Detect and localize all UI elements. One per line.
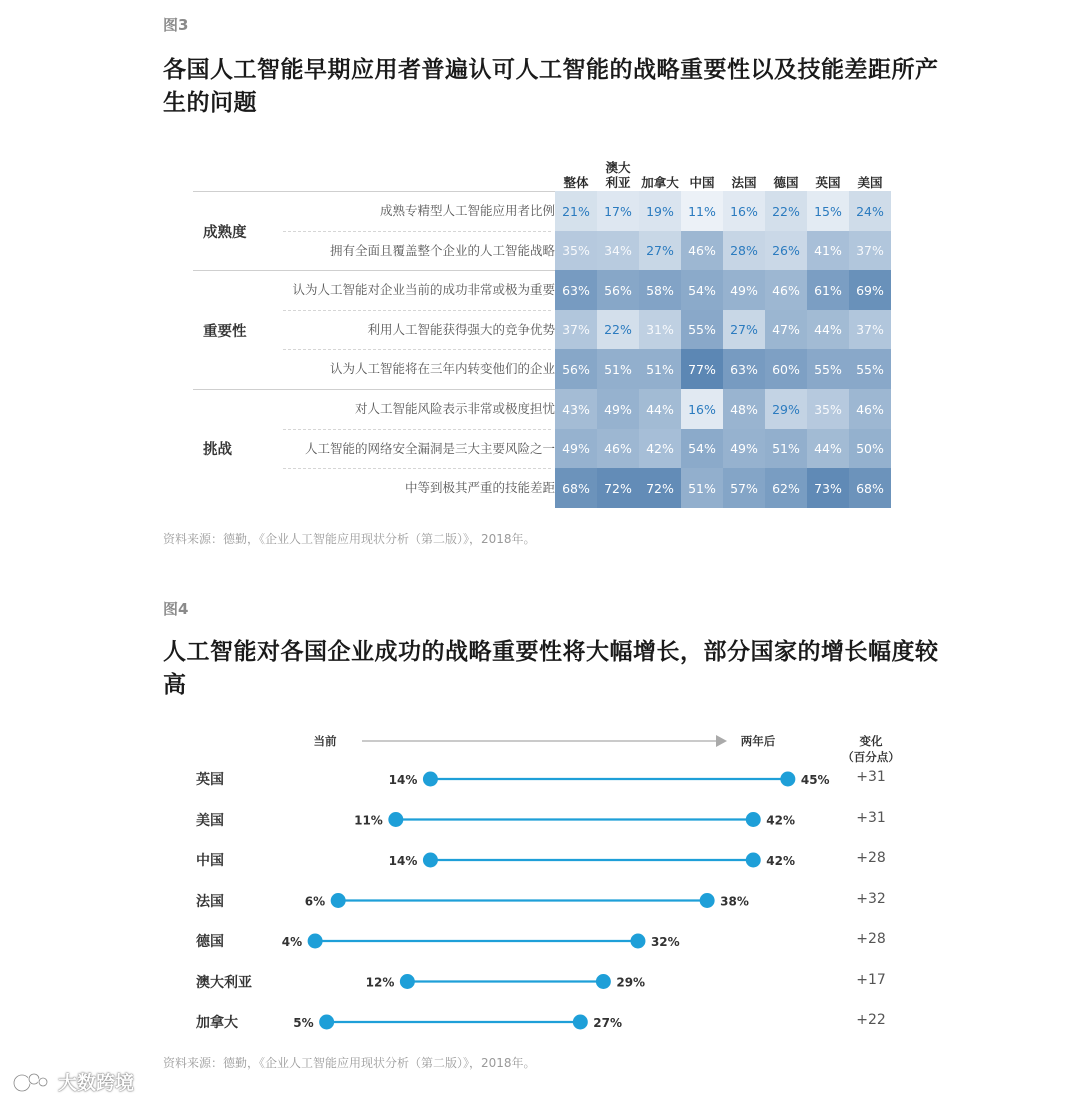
- heatmap-cell: 62%: [765, 468, 807, 508]
- heatmap-cell: 57%: [723, 468, 765, 508]
- column-header: 中国: [689, 175, 715, 190]
- header-current: 当前: [313, 734, 337, 748]
- future-value-label: 38%: [720, 894, 749, 909]
- country-label: 英国: [196, 772, 224, 788]
- future-value-label: 42%: [766, 854, 795, 868]
- heatmap-cell: 60%: [765, 349, 807, 389]
- current-point: [331, 893, 346, 908]
- heatmap-cell: 48%: [723, 389, 765, 429]
- heatmap-cell: 22%: [765, 191, 807, 231]
- current-value-label: 5%: [293, 1016, 314, 1030]
- future-point: [596, 974, 611, 989]
- heatmap-cell: 46%: [765, 270, 807, 310]
- header-future: 两年后: [740, 734, 776, 748]
- group-label: 成熟度: [203, 224, 247, 241]
- change-value: +28: [856, 931, 886, 947]
- heatmap-cell: 61%: [807, 270, 849, 310]
- row-label: 拥有全面且覆盖整个企业的人工智能战略: [329, 242, 555, 258]
- row-label: 人工智能的网络安全漏洞是三大主要风险之一: [304, 440, 555, 456]
- column-header: 美国: [857, 175, 883, 190]
- future-value-label: 45%: [800, 773, 830, 787]
- row-label: 对人工智能风险表示非常或极度担忧: [354, 401, 555, 416]
- heatmap-cell: 16%: [681, 389, 723, 429]
- heatmap-cell: 29%: [765, 389, 807, 429]
- current-value-label: 12%: [365, 975, 395, 990]
- country-label: 澳大利亚: [196, 974, 252, 991]
- heatmap-cell: 51%: [597, 349, 639, 389]
- heatmap-cell: 72%: [597, 468, 639, 508]
- heatmap-cell: 44%: [807, 310, 849, 350]
- future-point: [746, 853, 761, 868]
- heatmap-cell: 58%: [639, 270, 681, 310]
- heatmap-cell: 56%: [597, 270, 639, 310]
- heatmap-cell: 77%: [681, 349, 723, 389]
- current-point: [388, 812, 403, 827]
- heatmap-cell: 24%: [849, 191, 891, 231]
- change-value: +31: [856, 809, 886, 826]
- heatmap-cell: 16%: [723, 191, 765, 231]
- heatmap-cell: 26%: [765, 231, 807, 271]
- future-value-label: 32%: [650, 935, 680, 949]
- heatmap-cell: 31%: [639, 310, 681, 350]
- future-value-label: 42%: [766, 813, 795, 828]
- heatmap-cell: 55%: [681, 310, 723, 350]
- heatmap-cell: 21%: [555, 191, 597, 231]
- heatmap-cell: 49%: [723, 270, 765, 310]
- heatmap-cell: 27%: [639, 231, 681, 271]
- heatmap-cell: 17%: [597, 191, 639, 231]
- change-value: +32: [856, 890, 886, 907]
- heatmap-cell: 37%: [555, 310, 597, 350]
- heatmap-cell: 42%: [639, 429, 681, 469]
- country-label: 加拿大: [196, 1015, 238, 1031]
- current-value-label: 4%: [281, 935, 303, 949]
- current-point: [423, 772, 438, 787]
- heatmap-cell: 46%: [597, 429, 639, 469]
- future-value-label: 29%: [616, 975, 646, 990]
- current-value-label: 11%: [354, 813, 383, 828]
- future-point: [630, 934, 645, 949]
- current-point: [319, 1015, 334, 1030]
- column-header: 英国: [815, 175, 841, 190]
- row-label: 认为人工智能对企业当前的成功非常或极为重要: [292, 282, 555, 298]
- heatmap-cell: 37%: [849, 310, 891, 350]
- column-header: 德国: [773, 175, 799, 190]
- heatmap-cell: 63%: [555, 270, 597, 310]
- current-point: [423, 853, 438, 868]
- figure-3-source: 资料来源：德勤，《企业人工智能应用现状分析（第二版）》，2018年。: [163, 532, 536, 546]
- figure-4-source: 资料来源：德勤，《企业人工智能应用现状分析（第二版）》，2018年。: [163, 1056, 536, 1070]
- column-header: 加拿大: [641, 175, 679, 190]
- heatmap-cell: 11%: [681, 191, 723, 231]
- heatmap-cell: 51%: [681, 468, 723, 508]
- heatmap-cell: 22%: [597, 310, 639, 350]
- figure-3-title: 各国人工智能早期应用者普遍认可人工智能的战略重要性以及技能差距所产生的问题: [163, 57, 939, 116]
- change-value: +17: [856, 971, 886, 988]
- column-header: 整体: [563, 175, 589, 190]
- header-change: 变化: [859, 734, 883, 748]
- heatmap-cell: 19%: [639, 191, 681, 231]
- heatmap-cell: 69%: [849, 270, 891, 310]
- future-point: [573, 1015, 588, 1030]
- country-label: 法国: [196, 893, 224, 910]
- change-value: +28: [856, 850, 886, 866]
- row-label: 认为人工智能将在三年内转变他们的企业: [329, 361, 555, 377]
- arrow-head-icon: [716, 735, 727, 747]
- group-label: 挑战: [203, 442, 232, 459]
- current-value-label: 6%: [304, 894, 326, 909]
- column-header: 澳大 利亚: [605, 160, 631, 190]
- country-label: 德国: [196, 934, 224, 950]
- heatmap-cell: 46%: [681, 231, 723, 271]
- heatmap-cell: 54%: [681, 429, 723, 469]
- heatmap-cell: 63%: [723, 349, 765, 389]
- current-value-label: 14%: [388, 854, 418, 868]
- country-label: 中国: [196, 853, 224, 869]
- heatmap-cell: 35%: [807, 389, 849, 429]
- heatmap-cell: 34%: [597, 231, 639, 271]
- watermark-text: 大数跨境: [58, 1072, 135, 1094]
- heatmap-cell: 73%: [807, 468, 849, 508]
- heatmap-cell: 56%: [555, 349, 597, 389]
- heatmap-cell: 15%: [807, 191, 849, 231]
- heatmap-cell: 46%: [849, 389, 891, 429]
- heatmap-cell: 47%: [765, 310, 807, 350]
- figure-4-title: 人工智能对各国企业成功的战略重要性将大幅增长，部分国家的增长幅度较高: [163, 639, 939, 698]
- heatmap-cell: 49%: [723, 429, 765, 469]
- heatmap-cell: 68%: [555, 468, 597, 508]
- future-point: [746, 812, 761, 827]
- heatmap-cell: 44%: [639, 389, 681, 429]
- change-value: +22: [856, 1012, 886, 1028]
- heatmap-cell: 43%: [555, 389, 597, 429]
- heatmap-cell: 49%: [555, 429, 597, 469]
- column-header: 法国: [731, 175, 757, 190]
- watermark-logo-icon: [12, 1070, 56, 1094]
- heatmap-cell: 44%: [807, 429, 849, 469]
- future-value-label: 27%: [593, 1016, 623, 1030]
- heatmap-cell: 55%: [849, 349, 891, 389]
- heatmap-cell: 35%: [555, 231, 597, 271]
- heatmap-cell: 51%: [639, 349, 681, 389]
- row-label: 中等到极其严重的技能差距: [404, 480, 555, 496]
- row-label: 成熟专精型人工智能应用者比例: [379, 203, 555, 218]
- country-label: 美国: [196, 812, 224, 829]
- heatmap-cell: 27%: [723, 310, 765, 350]
- group-label: 重要性: [203, 323, 247, 340]
- change-value: +31: [856, 769, 886, 785]
- header-change-unit: （百分点）: [842, 750, 900, 764]
- heatmap-cell: 50%: [849, 429, 891, 469]
- current-value-label: 14%: [388, 773, 418, 787]
- figure-4-label: 图4: [163, 600, 189, 618]
- heatmap-cell: 28%: [723, 231, 765, 271]
- heatmap-cell: 68%: [849, 468, 891, 508]
- current-point: [400, 974, 415, 989]
- heatmap-cell: 51%: [765, 429, 807, 469]
- heatmap-cell: 55%: [807, 349, 849, 389]
- current-point: [308, 934, 323, 949]
- future-point: [780, 772, 795, 787]
- heatmap-cell: 37%: [849, 231, 891, 271]
- heatmap-cell: 41%: [807, 231, 849, 271]
- heatmap-cell: 54%: [681, 270, 723, 310]
- heatmap-cell: 72%: [639, 468, 681, 508]
- future-point: [700, 893, 715, 908]
- row-label: 利用人工智能获得强大的竞争优势: [367, 321, 555, 337]
- figure-3-label: 图3: [163, 16, 189, 34]
- heatmap-cell: 49%: [597, 389, 639, 429]
